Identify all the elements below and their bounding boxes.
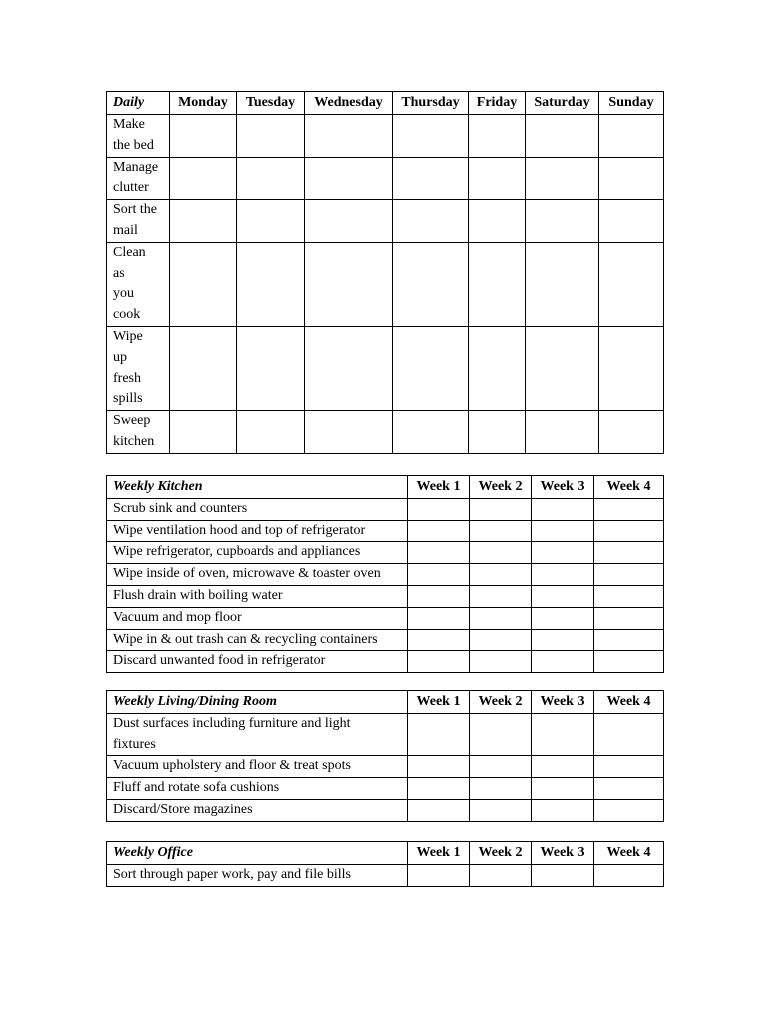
check-cell[interactable] xyxy=(470,778,532,800)
check-cell[interactable] xyxy=(305,115,393,158)
office-header-row xyxy=(107,842,664,865)
check-cell[interactable] xyxy=(237,200,305,243)
table-row xyxy=(107,498,664,520)
check-cell[interactable] xyxy=(532,607,594,629)
task-make-the-bed: Make the bed xyxy=(107,115,170,158)
weekly-kitchen-table xyxy=(106,475,664,673)
check-cell[interactable] xyxy=(532,629,594,651)
week-3-header: Week 3 xyxy=(532,691,594,714)
task-sort-the-mail: Sort the mail xyxy=(107,200,170,243)
office-title: Weekly Office xyxy=(107,842,408,865)
task-label: Wipe in & out trash can & recycling containers xyxy=(107,629,408,651)
check-cell[interactable] xyxy=(532,864,594,886)
check-cell[interactable] xyxy=(526,200,599,243)
check-cell[interactable] xyxy=(594,713,664,756)
check-cell[interactable] xyxy=(469,200,526,243)
check-cell[interactable] xyxy=(408,651,470,673)
check-cell[interactable] xyxy=(532,564,594,586)
check-cell[interactable] xyxy=(237,157,305,200)
week-2-header: Week 2 xyxy=(470,476,532,499)
check-cell[interactable] xyxy=(237,115,305,158)
check-cell[interactable] xyxy=(393,242,469,326)
day-tuesday: Tuesday xyxy=(237,92,305,115)
check-cell[interactable] xyxy=(393,157,469,200)
week-3-header: Week 3 xyxy=(532,842,594,865)
task-label: Vacuum upholstery and floor & treat spots xyxy=(107,756,408,778)
task-label: Sort through paper work, pay and file bills xyxy=(107,864,408,886)
check-cell[interactable] xyxy=(305,200,393,243)
check-cell[interactable] xyxy=(526,157,599,200)
task-label: Flush drain with boiling water xyxy=(107,585,408,607)
table-row xyxy=(107,411,664,454)
check-cell[interactable] xyxy=(594,864,664,886)
check-cell[interactable] xyxy=(469,115,526,158)
task-clean-as-you-cook: Clean as you cook xyxy=(107,242,170,326)
check-cell[interactable] xyxy=(470,629,532,651)
table-row xyxy=(107,564,664,586)
kitchen-title: Weekly Kitchen xyxy=(107,476,408,499)
check-cell[interactable] xyxy=(594,607,664,629)
table-row xyxy=(107,629,664,651)
check-cell[interactable] xyxy=(532,651,594,673)
check-cell[interactable] xyxy=(470,564,532,586)
table-row xyxy=(107,713,664,756)
table-row xyxy=(107,115,664,158)
day-friday: Friday xyxy=(469,92,526,115)
check-cell[interactable] xyxy=(594,629,664,651)
check-cell[interactable] xyxy=(470,520,532,542)
check-cell[interactable] xyxy=(408,713,470,756)
weekly-living-dining-table xyxy=(106,690,664,822)
check-cell[interactable] xyxy=(599,200,664,243)
check-cell[interactable] xyxy=(393,326,469,410)
check-cell[interactable] xyxy=(532,799,594,821)
task-label: Discard unwanted food in refrigerator xyxy=(107,651,408,673)
check-cell[interactable] xyxy=(408,799,470,821)
table-row xyxy=(107,157,664,200)
check-cell[interactable] xyxy=(594,756,664,778)
day-sunday: Sunday xyxy=(599,92,664,115)
check-cell[interactable] xyxy=(594,778,664,800)
week-4-header: Week 4 xyxy=(594,842,664,865)
table-row xyxy=(107,542,664,564)
check-cell[interactable] xyxy=(393,200,469,243)
kitchen-header-row xyxy=(107,476,664,499)
day-wednesday: Wednesday xyxy=(305,92,393,115)
week-2-header: Week 2 xyxy=(470,842,532,865)
check-cell[interactable] xyxy=(594,520,664,542)
table-row xyxy=(107,864,664,886)
check-cell[interactable] xyxy=(594,498,664,520)
check-cell[interactable] xyxy=(408,542,470,564)
week-2-header: Week 2 xyxy=(470,691,532,714)
check-cell[interactable] xyxy=(470,542,532,564)
living-title: Weekly Living/Dining Room xyxy=(107,691,408,714)
table-row xyxy=(107,607,664,629)
table-row xyxy=(107,778,664,800)
check-cell[interactable] xyxy=(469,157,526,200)
table-row xyxy=(107,520,664,542)
week-1-header: Week 1 xyxy=(408,842,470,865)
check-cell[interactable] xyxy=(408,778,470,800)
week-3-header: Week 3 xyxy=(532,476,594,499)
table-row xyxy=(107,200,664,243)
check-cell[interactable] xyxy=(599,115,664,158)
check-cell[interactable] xyxy=(469,411,526,454)
check-cell[interactable] xyxy=(532,520,594,542)
check-cell[interactable] xyxy=(469,242,526,326)
table-row xyxy=(107,799,664,821)
table-row xyxy=(107,585,664,607)
check-cell[interactable] xyxy=(470,799,532,821)
check-cell[interactable] xyxy=(469,326,526,410)
check-cell[interactable] xyxy=(594,542,664,564)
weekly-office-table xyxy=(106,841,664,887)
week-4-header: Week 4 xyxy=(594,476,664,499)
check-cell[interactable] xyxy=(408,756,470,778)
living-header-row xyxy=(107,691,664,714)
check-cell[interactable] xyxy=(526,242,599,326)
check-cell[interactable] xyxy=(599,157,664,200)
task-label: Vacuum and mop floor xyxy=(107,607,408,629)
check-cell[interactable] xyxy=(393,411,469,454)
check-cell[interactable] xyxy=(170,411,237,454)
check-cell[interactable] xyxy=(170,157,237,200)
check-cell[interactable] xyxy=(470,607,532,629)
task-manage-clutter: Manage clutter xyxy=(107,157,170,200)
check-cell[interactable] xyxy=(170,115,237,158)
check-cell[interactable] xyxy=(599,326,664,410)
check-cell[interactable] xyxy=(594,585,664,607)
check-cell[interactable] xyxy=(305,326,393,410)
check-cell[interactable] xyxy=(599,411,664,454)
check-cell[interactable] xyxy=(305,411,393,454)
table-row xyxy=(107,651,664,673)
check-cell[interactable] xyxy=(408,520,470,542)
check-cell[interactable] xyxy=(305,157,393,200)
task-label: Wipe ventilation hood and top of refrigerator xyxy=(107,520,408,542)
check-cell[interactable] xyxy=(526,326,599,410)
check-cell[interactable] xyxy=(237,242,305,326)
check-cell[interactable] xyxy=(470,498,532,520)
check-cell[interactable] xyxy=(408,607,470,629)
day-thursday: Thursday xyxy=(393,92,469,115)
check-cell[interactable] xyxy=(532,778,594,800)
check-cell[interactable] xyxy=(599,242,664,326)
task-label: Fluff and rotate sofa cushions xyxy=(107,778,408,800)
daily-title: Daily xyxy=(107,92,170,115)
check-cell[interactable] xyxy=(526,115,599,158)
check-cell[interactable] xyxy=(170,200,237,243)
check-cell[interactable] xyxy=(408,564,470,586)
week-1-header: Week 1 xyxy=(408,476,470,499)
task-label: Wipe inside of oven, microwave & toaster oven xyxy=(107,564,408,586)
check-cell[interactable] xyxy=(393,115,469,158)
daily-header-row xyxy=(107,92,664,115)
check-cell[interactable] xyxy=(170,242,237,326)
check-cell[interactable] xyxy=(594,564,664,586)
task-label: Scrub sink and counters xyxy=(107,498,408,520)
check-cell[interactable] xyxy=(305,242,393,326)
check-cell[interactable] xyxy=(532,713,594,756)
table-row xyxy=(107,756,664,778)
day-monday: Monday xyxy=(170,92,237,115)
check-cell[interactable] xyxy=(594,799,664,821)
check-cell[interactable] xyxy=(408,585,470,607)
check-cell[interactable] xyxy=(470,585,532,607)
check-cell[interactable] xyxy=(408,864,470,886)
week-1-header: Week 1 xyxy=(408,691,470,714)
check-cell[interactable] xyxy=(470,864,532,886)
task-sweep-kitchen: Sweep kitchen xyxy=(107,411,170,454)
check-cell[interactable] xyxy=(532,498,594,520)
check-cell[interactable] xyxy=(470,713,532,756)
check-cell[interactable] xyxy=(532,542,594,564)
check-cell[interactable] xyxy=(594,651,664,673)
week-4-header: Week 4 xyxy=(594,691,664,714)
task-label: Wipe refrigerator, cupboards and appliances xyxy=(107,542,408,564)
check-cell[interactable] xyxy=(408,498,470,520)
check-cell[interactable] xyxy=(532,756,594,778)
check-cell[interactable] xyxy=(470,651,532,673)
check-cell[interactable] xyxy=(237,411,305,454)
check-cell[interactable] xyxy=(526,411,599,454)
table-row xyxy=(107,326,664,410)
check-cell[interactable] xyxy=(408,629,470,651)
check-cell[interactable] xyxy=(237,326,305,410)
table-row xyxy=(107,242,664,326)
task-label: Discard/Store magazines xyxy=(107,799,408,821)
check-cell[interactable] xyxy=(170,326,237,410)
daily-chore-table xyxy=(106,91,664,454)
day-saturday: Saturday xyxy=(526,92,599,115)
check-cell[interactable] xyxy=(470,756,532,778)
task-label: Dust surfaces including furniture and light fixtures xyxy=(107,713,408,756)
check-cell[interactable] xyxy=(532,585,594,607)
task-wipe-up-fresh-spills: Wipe up fresh spills xyxy=(107,326,170,410)
